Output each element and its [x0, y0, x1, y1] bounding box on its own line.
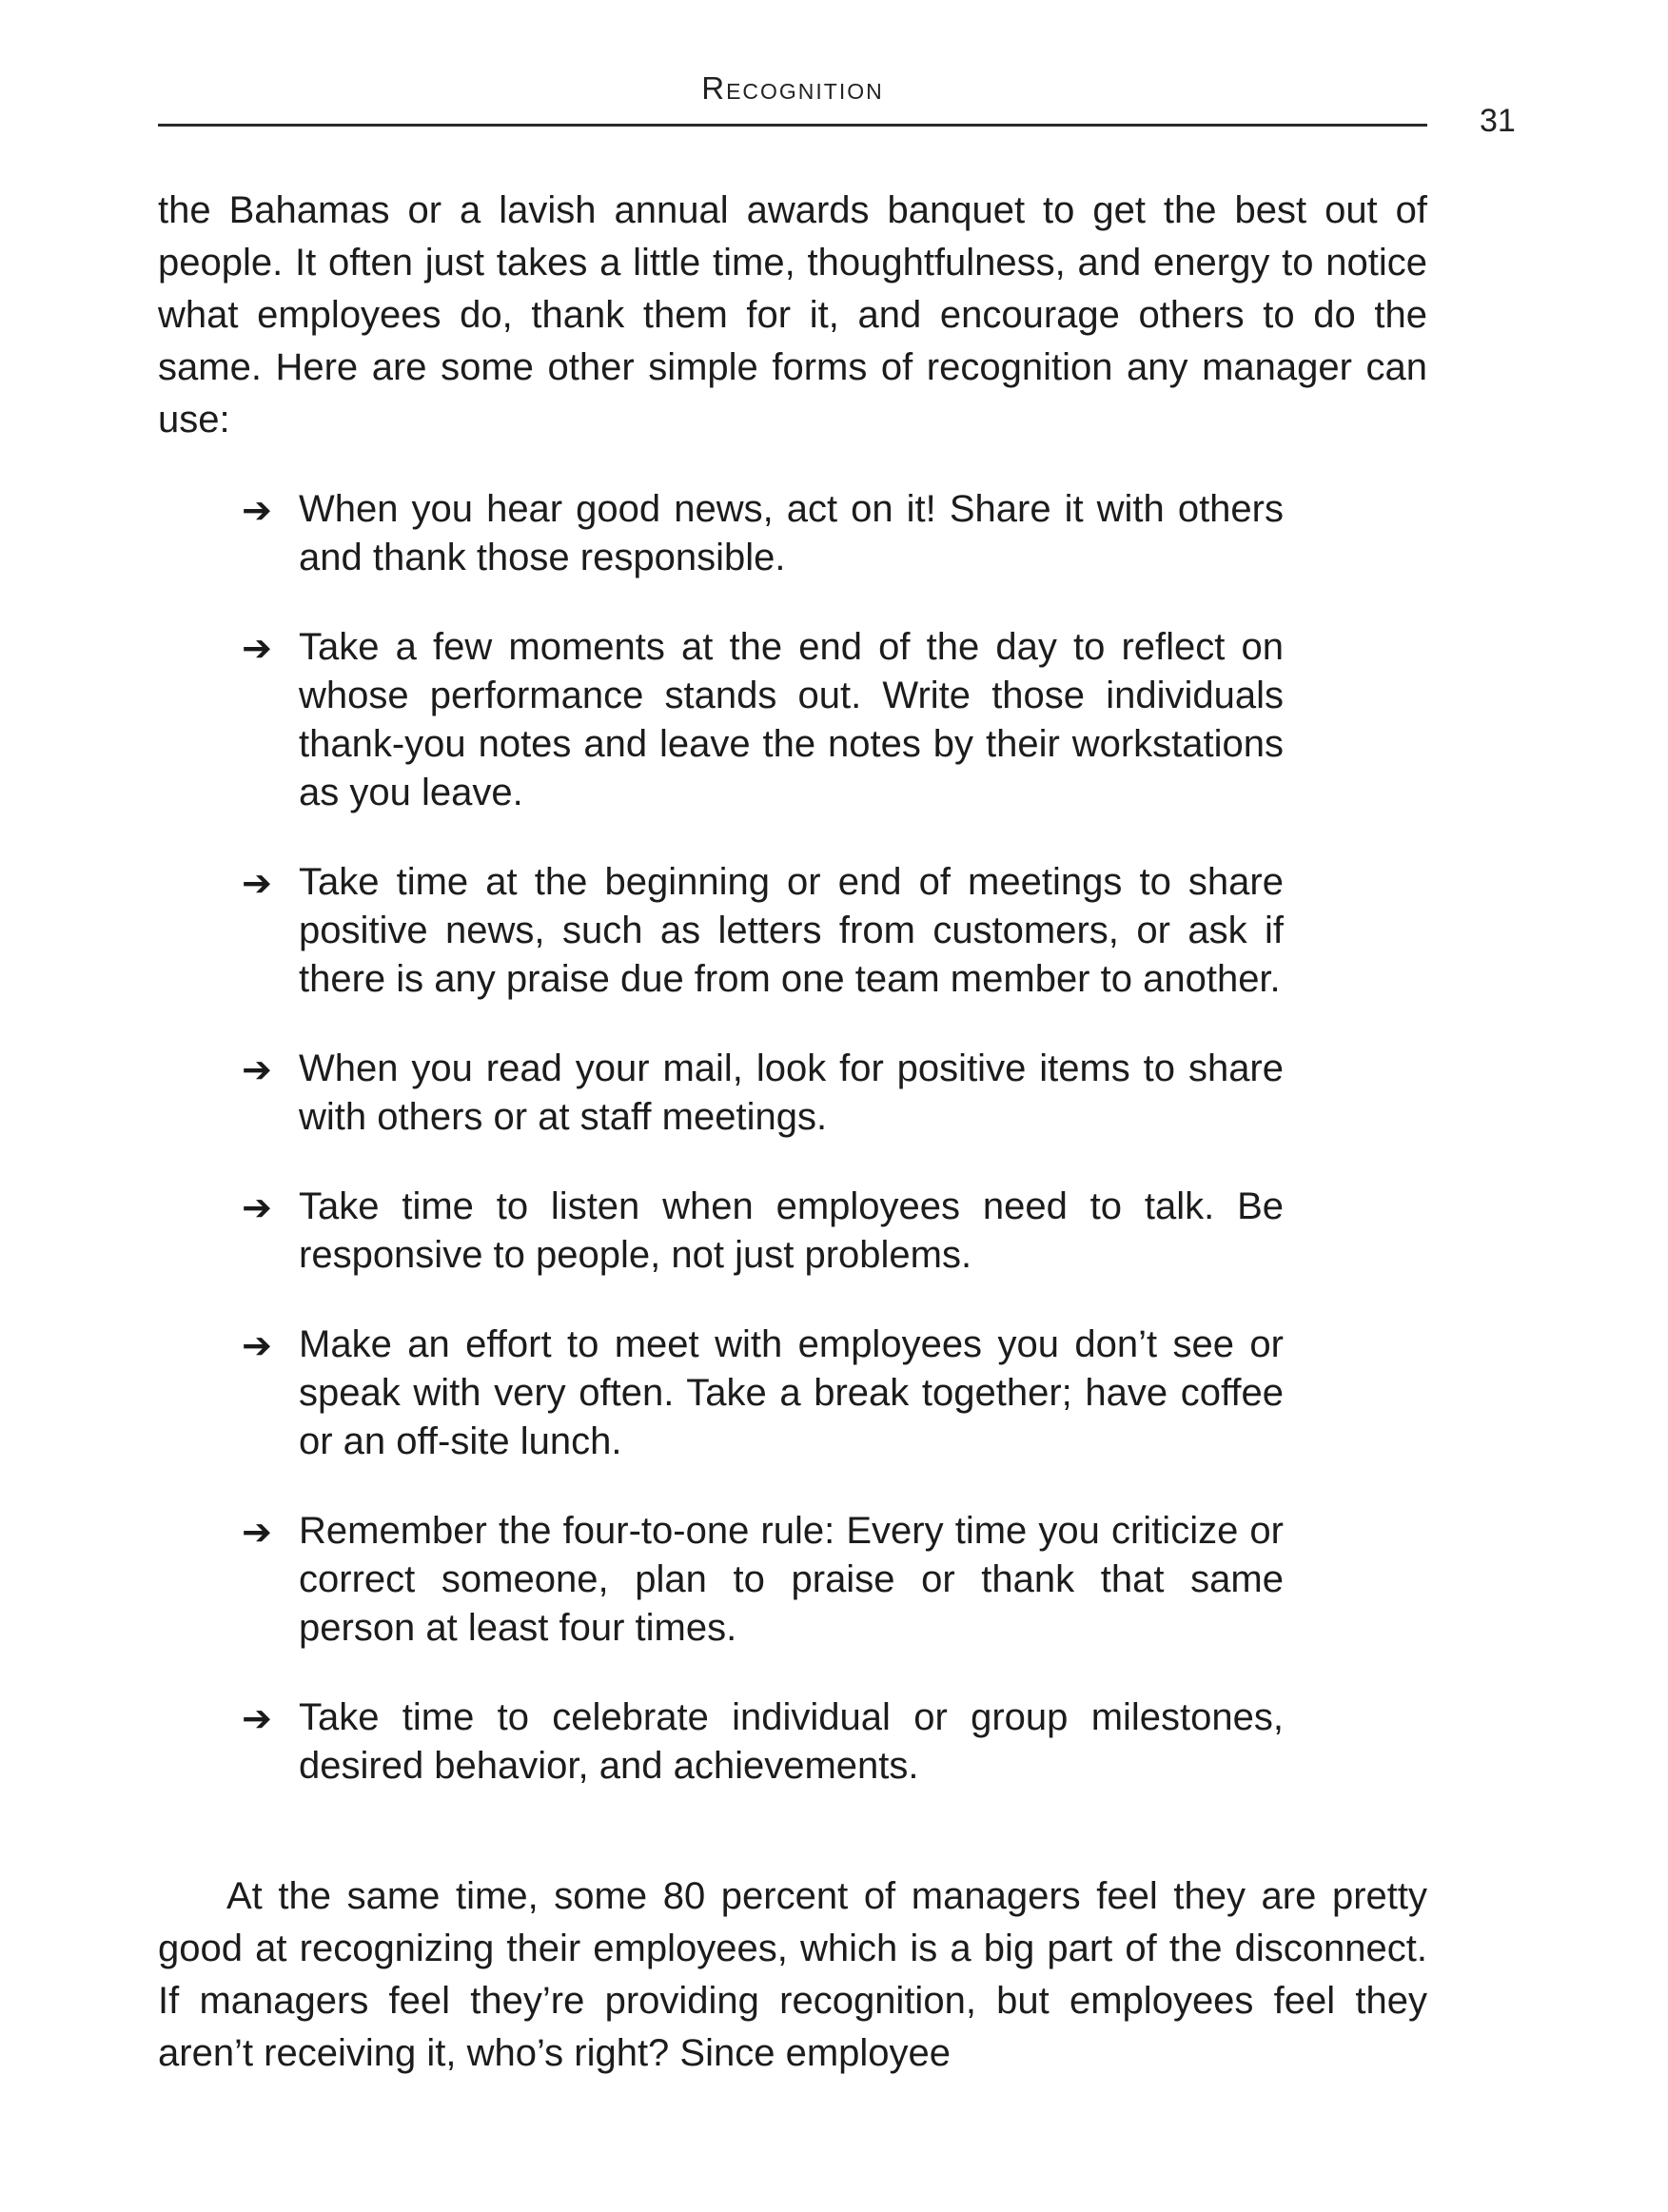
arrow-right-icon: ➔ — [242, 1699, 272, 1739]
arrow-right-icon: ➔ — [242, 1513, 272, 1553]
list-item — [242, 1183, 1284, 1280]
list-item — [242, 1693, 1284, 1791]
arrow-right-icon: ➔ — [242, 1188, 272, 1228]
list-item-text: Make an effort to meet with employees you don’t see or speak with very often. Take a break together; have coffee or an off-site lunch. — [299, 1323, 1284, 1462]
list-item-text: Take time to celebrate individual or group milestones, desired behavior, and achievements. — [299, 1696, 1284, 1787]
list-item — [242, 1507, 1284, 1653]
arrow-right-icon: ➔ — [242, 491, 272, 531]
intro-paragraph: the Bahamas or a lavish annual awards banquet to get the best out of people. It often just takes a little time, thoughtfulness, and energy to notice what employees do, thank them for it, and encourage others to do the same. Here are some other simple forms of recognition any manager can use: — [158, 189, 1427, 440]
list-item-text: Take a few moments at the end of the day to reflect on whose performance stands out. Write those individuals thank-you notes and leave the notes by their workstations as you leave. — [299, 626, 1284, 813]
recognition-tips-list — [242, 485, 1284, 1831]
list-item-text: When you hear good news, act on it! Share it with others and thank those responsible. — [299, 488, 1284, 578]
arrow-right-icon: ➔ — [242, 864, 272, 904]
list-item-text: Take time at the beginning or end of meetings to share positive news, such as letters from customers, or ask if there is any praise due from one team member to another. — [299, 861, 1284, 1000]
page-number: 31 — [1480, 103, 1516, 139]
list-item — [242, 1045, 1284, 1142]
list-item-text: Remember the four-to-one rule: Every time you criticize or correct someone, plan to praise or thank that same person at least four times. — [299, 1510, 1284, 1649]
list-item — [242, 858, 1284, 1004]
arrow-right-icon: ➔ — [242, 1326, 272, 1366]
closing-paragraph: At the same time, some 80 percent of managers feel they are pretty good at recognizing their employees, which is a big part of the disconnect. If managers feel they’re providing recognition, but employees feel they aren’t receiving it, who’s right? Since employee — [158, 1875, 1427, 2074]
arrow-right-icon: ➔ — [242, 1050, 272, 1090]
list-item — [242, 1321, 1284, 1466]
list-item-text: When you read your mail, look for positive items to share with others or at staff meetings. — [299, 1047, 1284, 1138]
arrow-right-icon: ➔ — [242, 629, 272, 669]
header-rule — [158, 124, 1427, 127]
list-item — [242, 485, 1284, 582]
list-item — [242, 623, 1284, 817]
running-head: Recognition — [701, 70, 884, 106]
list-item-text: Take time to listen when employees need to talk. Be responsive to people, not just problems. — [299, 1185, 1284, 1276]
